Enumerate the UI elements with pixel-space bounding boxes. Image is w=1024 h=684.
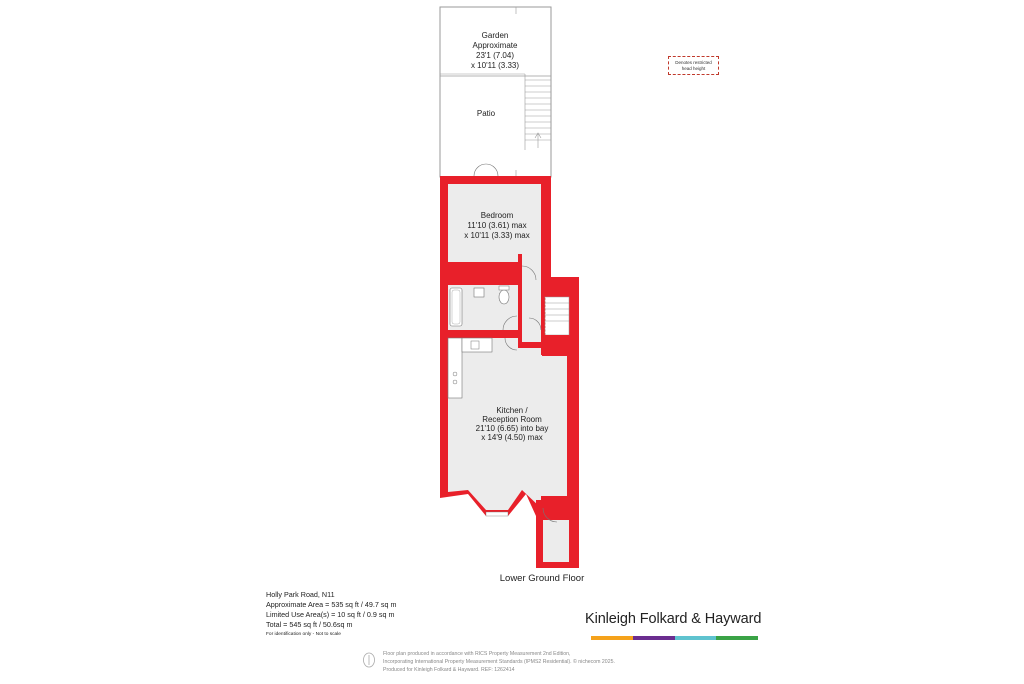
brand-bar-green: [716, 636, 758, 640]
svg-text:Garden: Garden: [481, 31, 509, 40]
footer-credits: Floor plan produced in accordance with RICS Property Measurement 2nd Edition, Incorporating International Property Measurement Standards (IPMS2 Residential). © nichecom 2025. Produced for Kinleigh Folkard & Hayward. REF: 1262414: [383, 651, 615, 673]
floor-label: Lower Ground Floor: [499, 573, 585, 584]
svg-text:Kitchen /: Kitchen /: [496, 406, 528, 415]
svg-text:x 10'11 (3.33): x 10'11 (3.33): [470, 61, 520, 70]
svg-text:11'10 (3.61) max: 11'10 (3.61) max: [467, 221, 527, 230]
svg-text:23'1 (7.04): 23'1 (7.04): [476, 51, 514, 60]
svg-text:Bedroom: Bedroom: [480, 211, 514, 220]
room-label-patio: Patio: [476, 109, 496, 118]
limited-area: Limited Use Area(s) = 10 sq ft / 0.9 sq m: [266, 610, 395, 619]
svg-text:Reception Room: Reception Room: [482, 415, 542, 424]
svg-text:21'10 (6.65) into bay: 21'10 (6.65) into bay: [475, 424, 549, 433]
svg-text:x 10'11 (3.33) max: x 10'11 (3.33) max: [464, 231, 530, 240]
brand-color-bars: [591, 636, 758, 640]
rics-logo-icon: [362, 652, 376, 668]
total-area: Total = 545 sq ft / 50.6sq m: [266, 620, 353, 629]
identification-note: For identification only - Not to scale: [266, 632, 341, 637]
svg-text:x 14'9 (4.50) max: x 14'9 (4.50) max: [481, 433, 543, 442]
restricted-height-legend: Denotes restricted head height: [668, 56, 719, 75]
svg-text:Approximate: Approximate: [472, 41, 518, 50]
property-info: [266, 590, 396, 639]
brand-bar-teal: [675, 636, 717, 640]
address: Holly Park Road, N11: [266, 590, 335, 599]
brand-bar-orange: [591, 636, 633, 640]
brand-bar-purple: [633, 636, 675, 640]
approx-area: Approximate Area = 535 sq ft / 49.7 sq m: [266, 600, 397, 609]
brand-name: Kinleigh Folkard & Hayward: [585, 611, 762, 627]
